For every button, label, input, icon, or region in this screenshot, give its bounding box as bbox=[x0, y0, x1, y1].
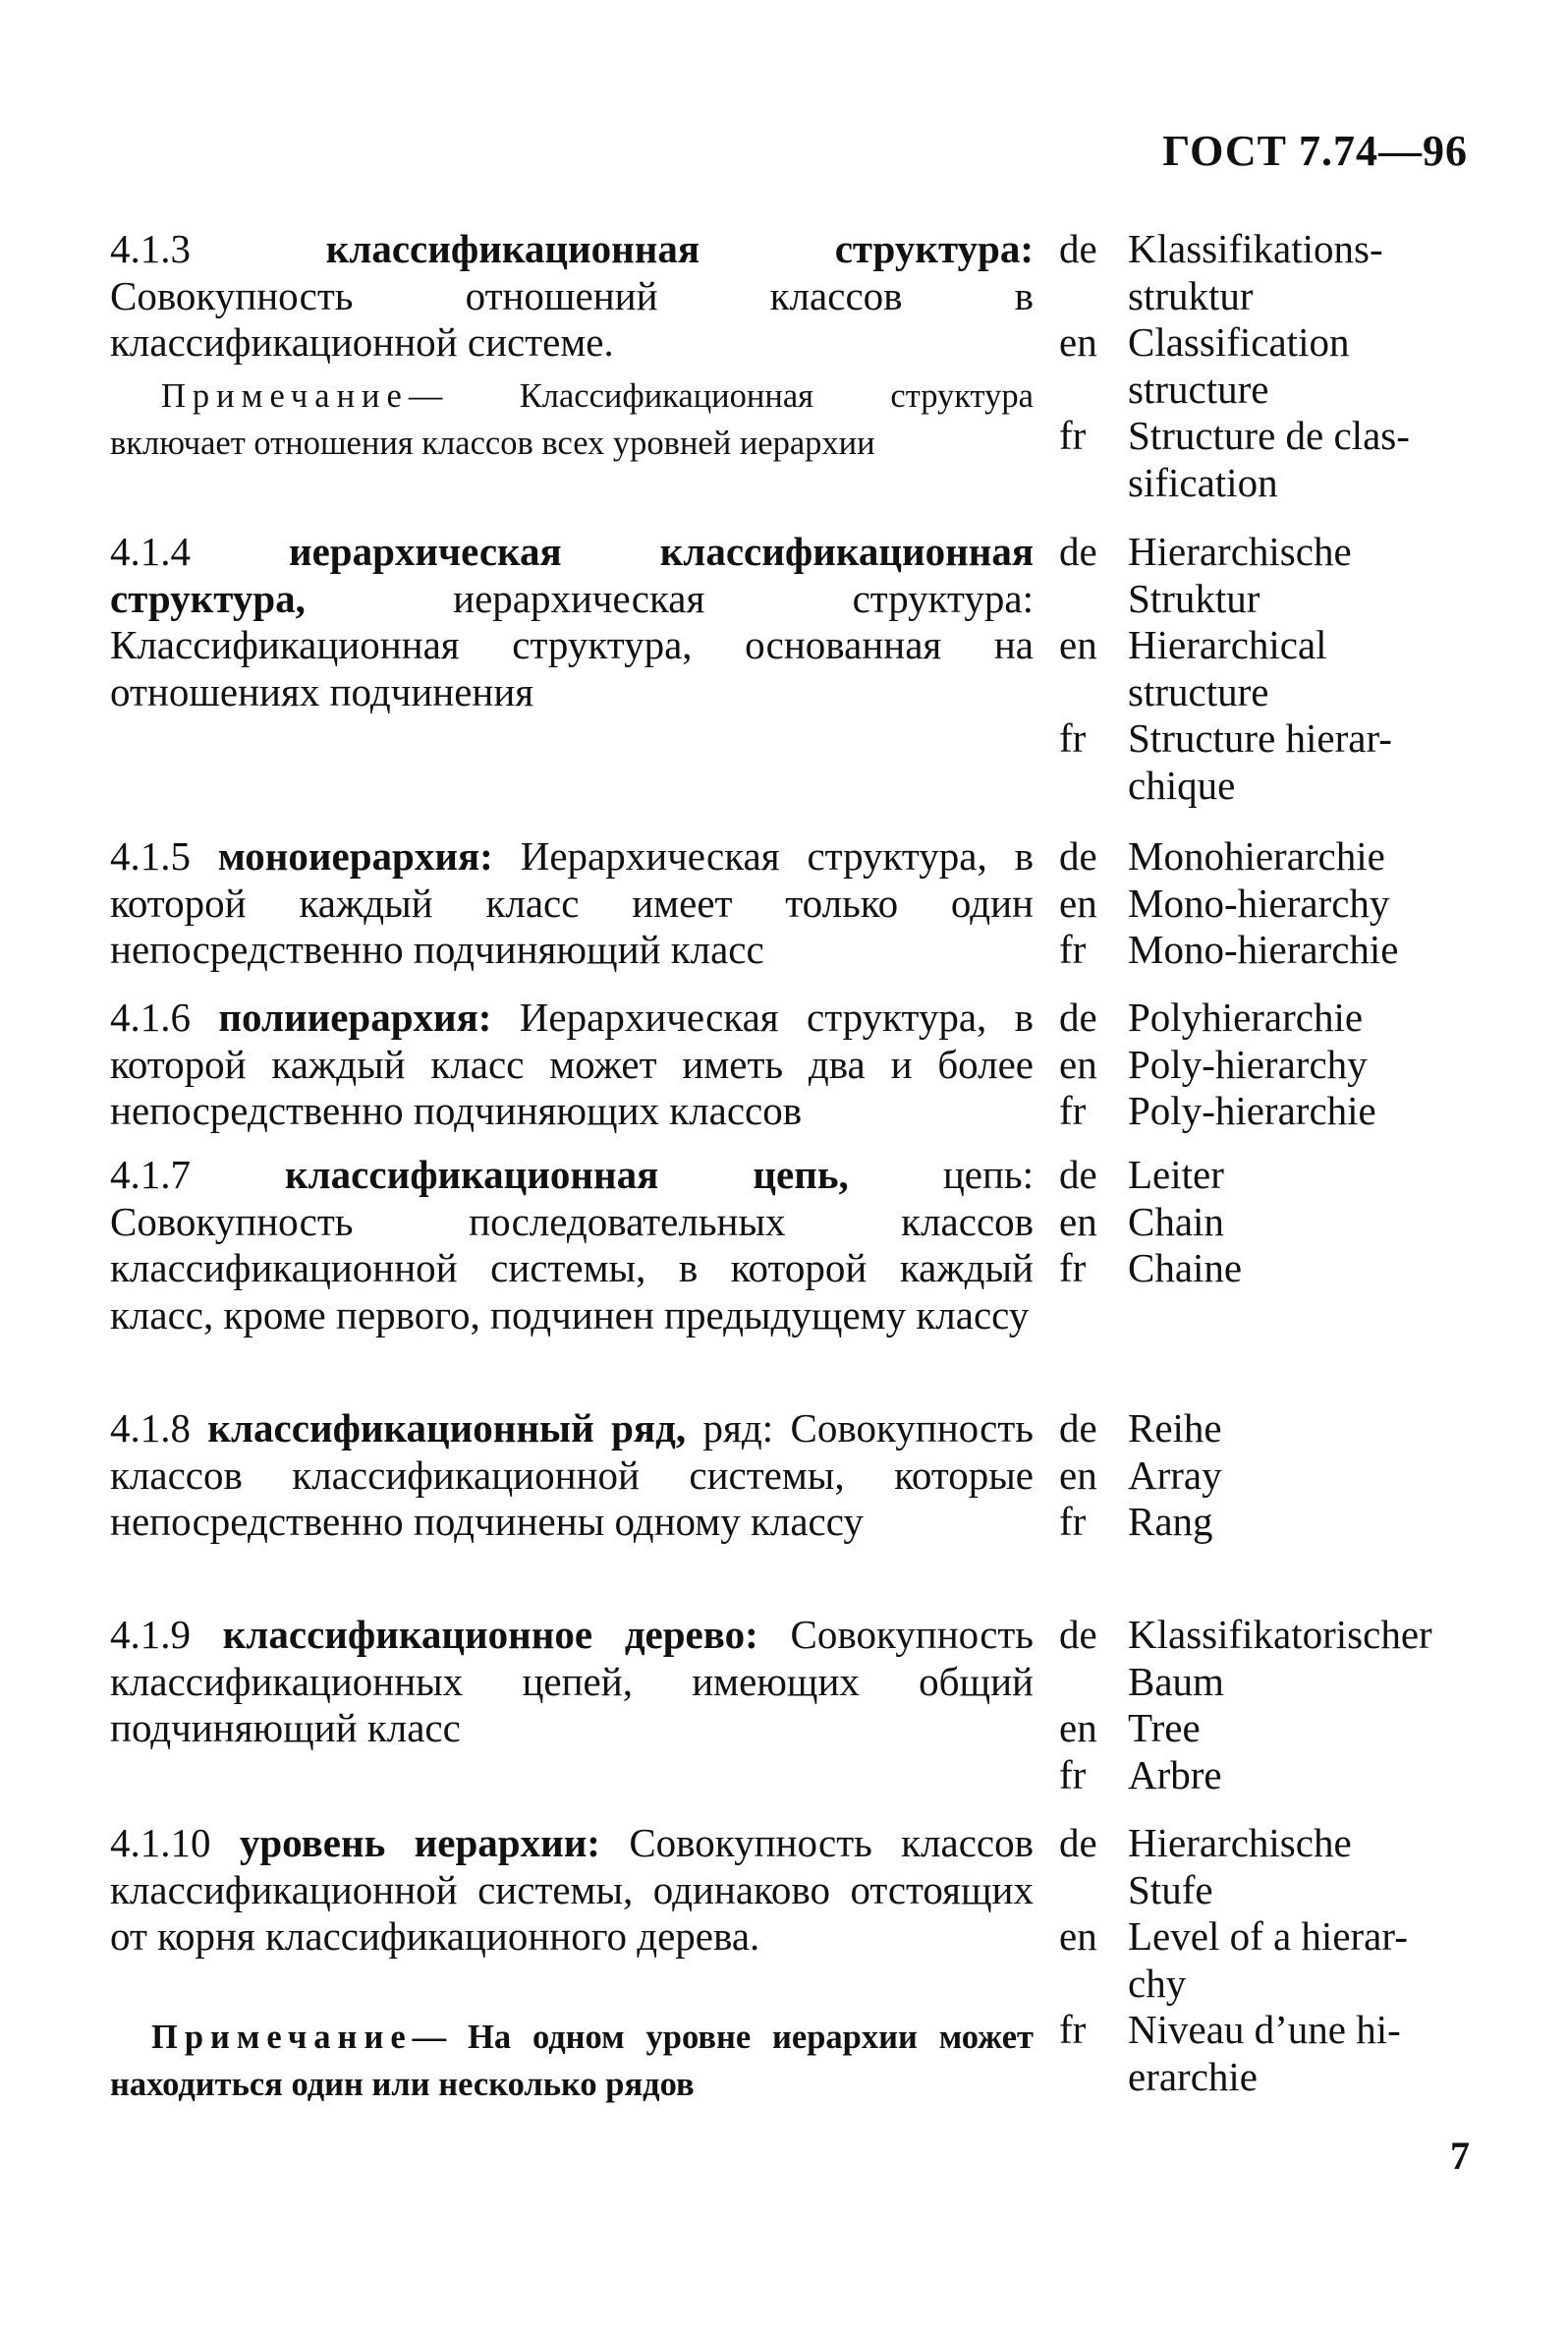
lang-de: de Monohierarchie bbox=[1059, 833, 1385, 879]
definition bbox=[110, 833, 1034, 974]
lang-de: de Klassifikatorischer bbox=[1059, 1612, 1432, 1657]
lang-fr: fr Structure hierar- bbox=[1059, 715, 1392, 761]
lang-fr: fr Chaine bbox=[1059, 1245, 1243, 1290]
definition bbox=[110, 529, 1034, 715]
page-header-standard-number: ГОСТ 7.74—96 bbox=[1162, 127, 1468, 175]
lang-en: en Array bbox=[1059, 1452, 1222, 1498]
lang-de-cont: Struktur bbox=[1128, 575, 1260, 621]
term: полииерархия: bbox=[218, 995, 492, 1040]
lang-fr: fr Niveau d’une hi- bbox=[1059, 2007, 1401, 2052]
lang-en: en Chain bbox=[1059, 1198, 1224, 1244]
definition bbox=[110, 1152, 1034, 1338]
equivalents bbox=[1059, 529, 1491, 809]
lang-en-cont: structure bbox=[1128, 668, 1269, 714]
lang-en: en Level of a hierar- bbox=[1059, 1913, 1408, 1959]
lang-de: de Hierarchische bbox=[1059, 529, 1352, 574]
definition bbox=[110, 1405, 1034, 1546]
note-text: — Классификационная структура включает отношения классов всех уровней иерархии bbox=[110, 377, 1034, 462]
equivalents bbox=[1059, 1612, 1491, 1798]
definition bbox=[110, 1820, 1034, 1961]
entry-number: 4.1.7 bbox=[110, 1152, 191, 1197]
definition-text: ряд: Совокупность классов классификационной системы, которые непосредственно подчинены одному классу bbox=[110, 1405, 1034, 1544]
note-text: — На одном уровне иерархии может находиться один или несколько рядов bbox=[110, 2019, 1034, 2103]
lang-de: de Leiter bbox=[1059, 1152, 1224, 1197]
lang-en: en Classification bbox=[1059, 319, 1350, 365]
lang-fr-cont: chique bbox=[1128, 762, 1236, 808]
lang-en: en Hierarchical bbox=[1059, 622, 1327, 667]
definition-text: Совокупность классов классификационной системы, одинаково отстоящих от корня классификационного дерева. bbox=[110, 1820, 1034, 1959]
entry-number: 4.1.5 bbox=[110, 833, 191, 879]
lang-fr: fr Mono-hierarchie bbox=[1059, 927, 1399, 972]
equivalents bbox=[1059, 833, 1491, 974]
lang-en-cont: chy bbox=[1128, 1960, 1187, 2006]
note-label: Примечание bbox=[151, 2019, 413, 2056]
definition-text: цепь: Совокупность последовательных классов классификационной системы, в которой каждый класс, кроме первого, подчинен предыдущему классу bbox=[110, 1152, 1034, 1338]
entry-number: 4.1.4 bbox=[110, 529, 191, 574]
lang-fr: fr Poly-hierarchie bbox=[1059, 1088, 1376, 1133]
term: уровень иерархии: bbox=[239, 1820, 600, 1865]
lang-de: de Hierarchische bbox=[1059, 1820, 1352, 1865]
lang-fr: fr Structure de clas- bbox=[1059, 413, 1410, 458]
term: моноиерархия: bbox=[217, 833, 493, 879]
note bbox=[110, 373, 1034, 467]
definition bbox=[110, 995, 1034, 1135]
equivalents bbox=[1059, 995, 1491, 1135]
term: классификационная структура: bbox=[325, 226, 1034, 271]
definition bbox=[110, 1612, 1034, 1752]
entry-number: 4.1.6 bbox=[110, 995, 191, 1040]
lang-fr-cont: sification bbox=[1128, 459, 1278, 505]
term: классификационная цепь, bbox=[285, 1152, 849, 1197]
lang-de-cont: struktur bbox=[1128, 272, 1254, 318]
equivalents bbox=[1059, 1152, 1491, 1292]
entry-number: 4.1.10 bbox=[110, 1820, 211, 1865]
lang-de-cont: Baum bbox=[1128, 1658, 1224, 1704]
lang-en: en Poly-hierarchy bbox=[1059, 1041, 1368, 1087]
equivalents bbox=[1059, 226, 1491, 506]
lang-de-cont: Stufe bbox=[1128, 1866, 1213, 1912]
lang-de: de Klassifikations- bbox=[1059, 226, 1383, 271]
note-label: Примечание bbox=[161, 377, 409, 415]
lang-en: en Tree bbox=[1059, 1705, 1201, 1750]
lang-en-cont: structure bbox=[1128, 366, 1269, 412]
definition-text: Совокупность отношений классов в классификационной системе. bbox=[110, 272, 1034, 365]
definition-text: Иерархическая структура, в которой каждый класс имеет только один непосредственно подчиняющий класс bbox=[110, 833, 1034, 972]
definition-text: Иерархическая структура, в которой каждый класс может иметь два и более непосредственно подчиняющих классов bbox=[110, 995, 1034, 1133]
equivalents bbox=[1059, 1405, 1491, 1546]
entry-number: 4.1.8 bbox=[110, 1405, 191, 1451]
definition-text: Совокупность классификационных цепей, имеющих общий подчиняющий класс bbox=[110, 1612, 1035, 1750]
term: классификационный ряд, bbox=[207, 1405, 687, 1451]
definition bbox=[110, 226, 1034, 367]
lang-en: en Mono-hierarchy bbox=[1059, 880, 1390, 926]
entry-number: 4.1.9 bbox=[110, 1612, 191, 1657]
page-number: 7 bbox=[1450, 2134, 1470, 2178]
entry-number: 4.1.3 bbox=[110, 226, 191, 271]
lang-fr: fr Arbre bbox=[1059, 1751, 1222, 1797]
note bbox=[110, 2015, 1034, 2108]
lang-fr: fr Rang bbox=[1059, 1499, 1213, 1544]
lang-de: de Reihe bbox=[1059, 1405, 1222, 1451]
lang-fr-cont: erarchie bbox=[1128, 2053, 1258, 2099]
definition-text: иерархическая структура: Классификационная структура, основанная на отношениях подчинения bbox=[110, 575, 1034, 714]
equivalents bbox=[1059, 1820, 1491, 2100]
term: иерархическая классификационная структура, bbox=[110, 529, 1034, 621]
term: классификационное дерево: bbox=[222, 1612, 758, 1657]
lang-de: de Polyhierarchie bbox=[1059, 995, 1364, 1040]
